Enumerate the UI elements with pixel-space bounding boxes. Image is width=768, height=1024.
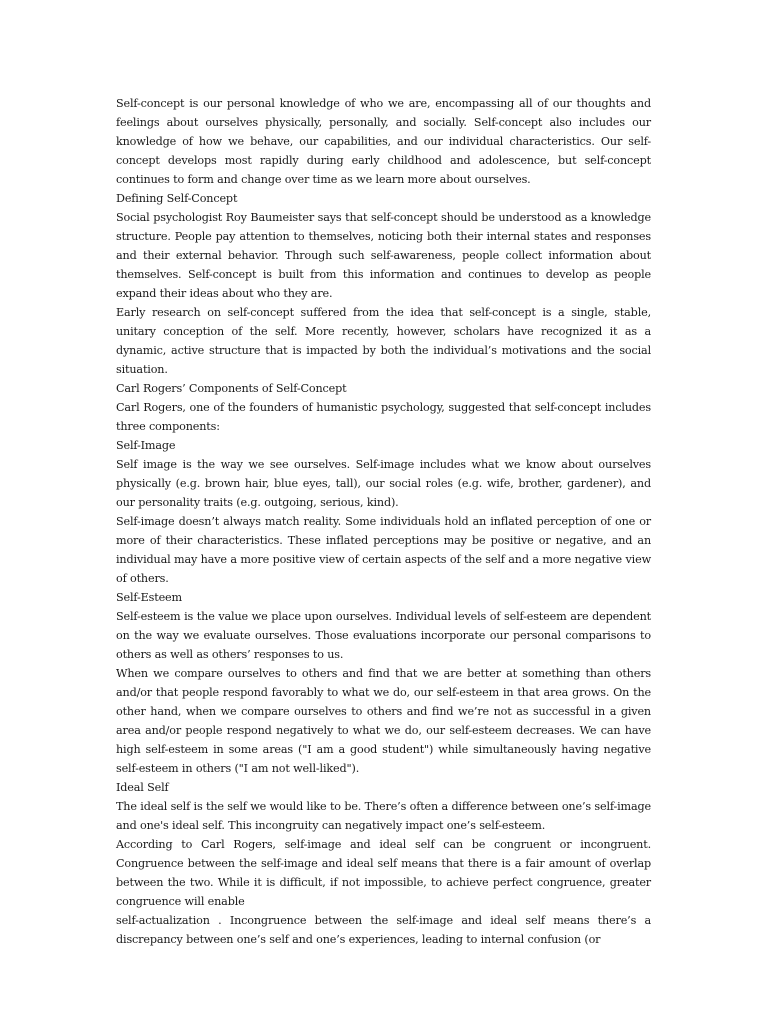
paragraph-self-image-reality: Self-image doesn’t always match reality. Some individuals hold an inflated perception of one or more of their characteristics. These inflated perceptions may be positive or negative, and an individual may have a more positive view of certain aspects of the self and a more negative view of others.: [116, 515, 651, 585]
heading-carl-rogers-components: Carl Rogers’ Components of Self-Concept: [116, 382, 347, 395]
paragraph-intro: Self-concept is our personal knowledge of who we are, encompassing all of our thoughts and feelings about ourselves physically, personally, and socially. Self-concept also includes our knowledge of how we behave, our capabilities, and our individual characteristics. Our self-concept develops most rapidly during early childhood and adolescence, but self-concept continues to form and change over time as we learn more about ourselves.: [116, 97, 651, 186]
paragraph-congruence: According to Carl Rogers, self-image and ideal self can be congruent or incongruent. Congruence between the self-image and ideal self means that there is a fair amount of overlap between the two. While it is difficult, if not impossible, to achieve perfect congruence, greater congruence will enable: [116, 838, 651, 908]
paragraph-ideal-self-definition: The ideal self is the self we would like to be. There’s often a difference between one’s self-image and one's ideal self. This incongruity can negatively impact one’s self-esteem.: [116, 800, 651, 832]
heading-defining-self-concept: Defining Self-Concept: [116, 192, 238, 205]
paragraph-baumeister: Social psychologist Roy Baumeister says that self-concept should be understood as a knowledge structure. People pay attention to themselves, noticing both their internal states and responses and their external behavior. Through such self-awareness, people collect information about themselves. Self-concept is built from this information and continues to develop as people expand their ideas about who they are.: [116, 211, 651, 300]
document-body: [116, 94, 651, 949]
heading-self-esteem: Self-Esteem: [116, 591, 182, 604]
heading-ideal-self: Ideal Self: [116, 781, 169, 794]
paragraph-early-research: Early research on self-concept suffered from the idea that self-concept is a single, stable, unitary conception of the self. More recently, however, scholars have recognized it as a dynamic, active structure that is impacted by both the individual’s motivations and the social situation.: [116, 306, 651, 376]
paragraph-rogers-three-components: Carl Rogers, one of the founders of humanistic psychology, suggested that self-concept includes three components:: [116, 401, 651, 433]
paragraph-incongruence: self-actualization . Incongruence between the self-image and ideal self means there’s a discrepancy between one’s self and one’s experiences, leading to internal confusion (or: [116, 914, 651, 946]
paragraph-self-image-definition: Self image is the way we see ourselves. Self-image includes what we know about ourselves physically (e.g. brown hair, blue eyes, tall), our social roles (e.g. wife, brother, gardener), and our personality traits (e.g. outgoing, serious, kind).: [116, 458, 651, 509]
heading-self-image: Self-Image: [116, 439, 176, 452]
paragraph-self-esteem-definition: Self-esteem is the value we place upon ourselves. Individual levels of self-esteem are dependent on the way we evaluate ourselves. Those evaluations incorporate our personal comparisons to others as well as others’ responses to us.: [116, 610, 651, 661]
paragraph-self-esteem-comparison: When we compare ourselves to others and find that we are better at something than others and/or that people respond favorably to what we do, our self-esteem in that area grows. On the other hand, when we compare ourselves to others and find we’re not as successful in a given area and/or people respond negatively to what we do, our self-esteem decreases. We can have high self-esteem in some areas ("I am a good student") while simultaneously having negative self-esteem in others ("I am not well-liked").: [116, 667, 651, 775]
